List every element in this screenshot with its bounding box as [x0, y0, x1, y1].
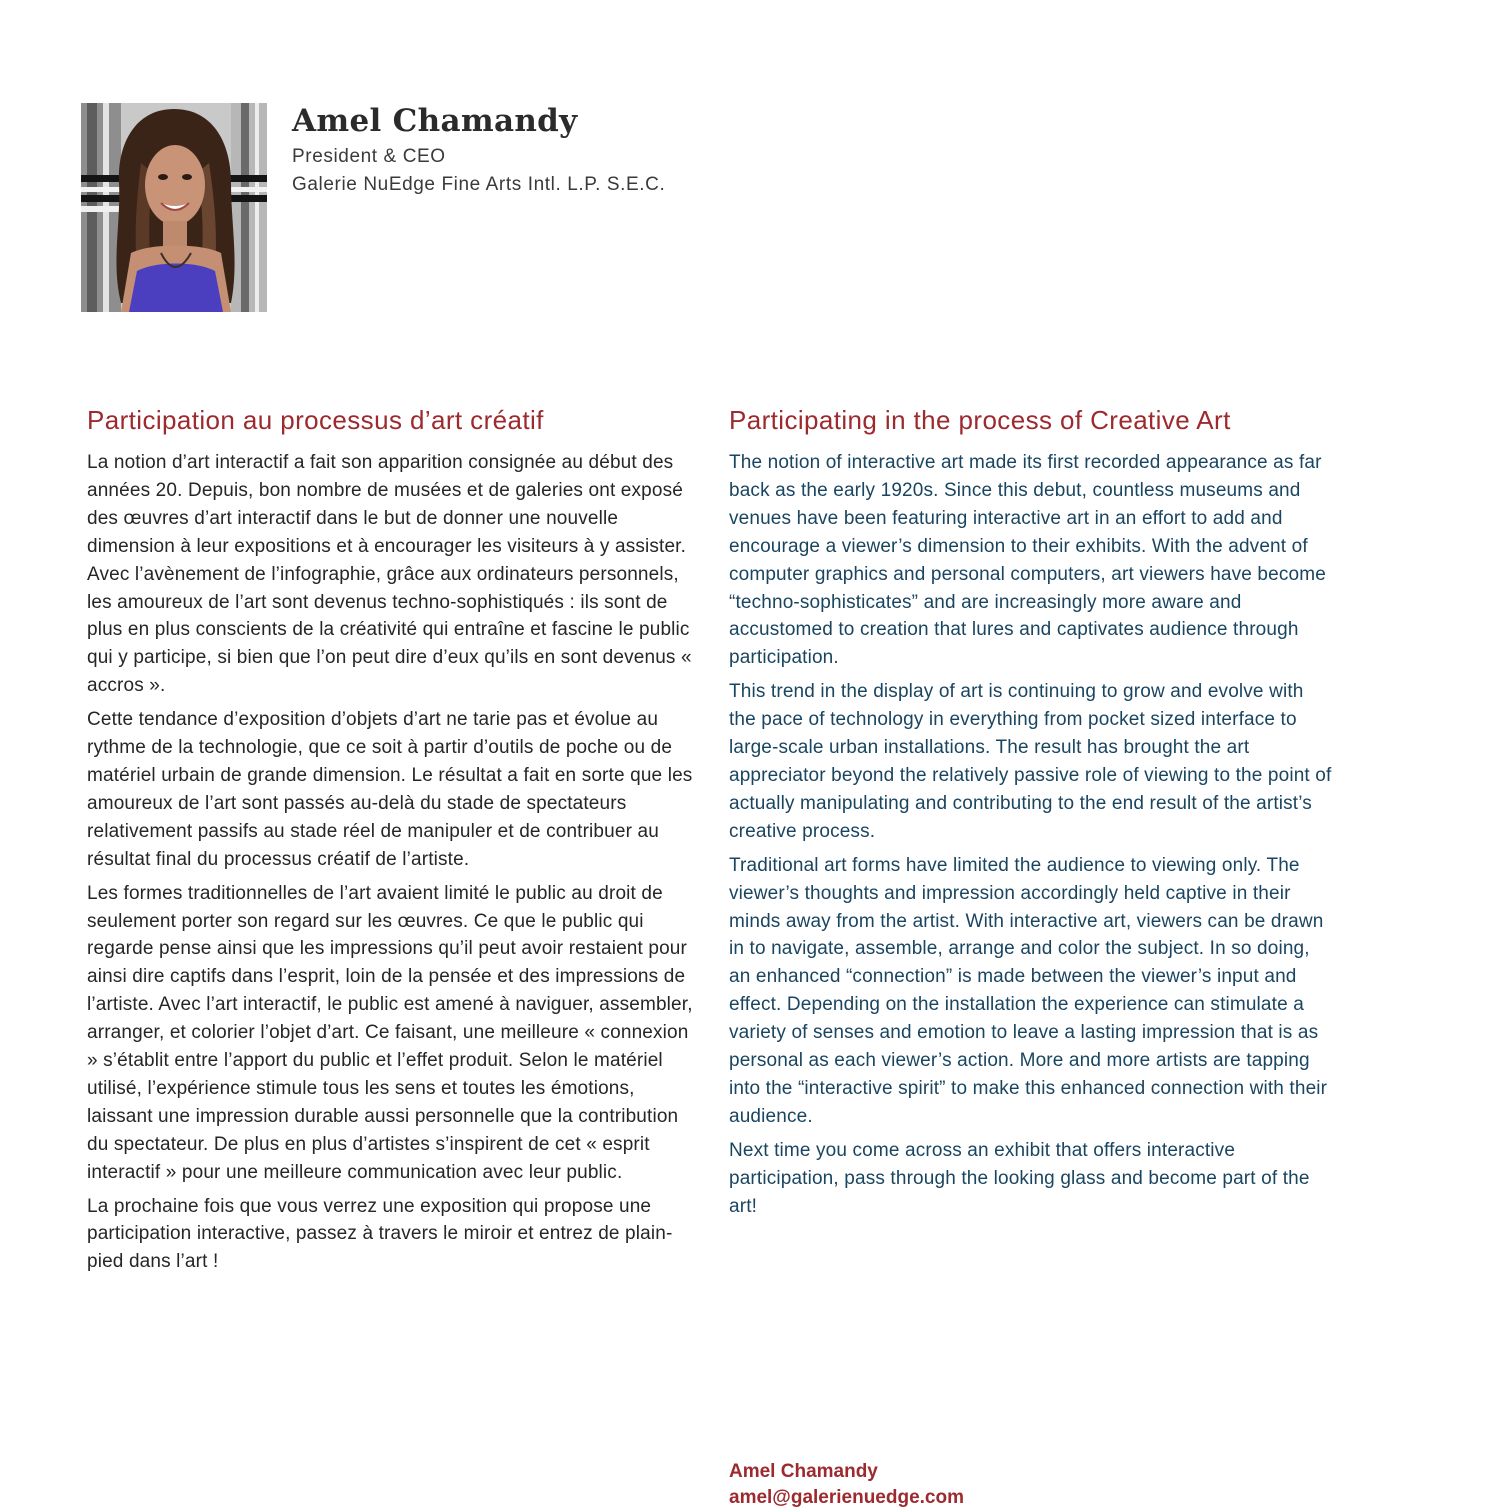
english-paragraph: The notion of interactive art made its first recorded appearance as far back as the early 1920s. Since this debut, countless museums and venues have been featuring interactive art in an effort to add and encourage a viewer’s dimension to their exhibits. With the advent of computer graphics and personal computers, art viewers have become “techno-sophisticates” and are increasingly more aware and accustomed to creation that lures and captivates audience through participation.: [729, 452, 1326, 669]
french-heading: Participation au processus d’art créatif: [87, 405, 544, 435]
author-company: Galerie NuEdge Fine Arts Intl. L.P. S.E.C.: [292, 174, 666, 195]
english-column: [729, 402, 1335, 1226]
english-heading: Participating in the process of Creative Art: [729, 405, 1231, 435]
author-name: Amel Chamandy: [292, 103, 578, 139]
english-paragraph: Next time you come across an exhibit that offers interactive participation, pass through the looking glass and become part of the art!: [729, 1139, 1310, 1217]
english-paragraph: This trend in the display of art is continuing to grow and evolve with the pace of technology in everything from pocket sized interface to large-scale urban installations. The result has brought the art appreciator beyond the relatively passive role of viewing to the point of actually manipulating and contributing to the end result of the artist’s creative process.: [729, 681, 1332, 842]
french-column: [87, 402, 693, 1282]
signature-name: Amel Chamandy: [729, 1461, 878, 1482]
french-paragraph: Les formes traditionnelles de l’art avaient limité le public au droit de seulement porter son regard sur les œuvres. Ce que le public qui regarde pense ainsi que les impressions qu’il peut avoir restaient pour ainsi dire captifs dans l’esprit, loin de la pensée et des impressions de l’artiste. Avec l’art interactif, le public est amené à naviguer, assembler, arranger, et colorier l’objet d’art. Ce faisant, une meilleure « connexion » s’établit entre l’apport du public et l’effet produit. Selon le matériel utilisé, l’expérience stimule tous les sens et toutes les émotions, laissant une impression durable aussi personnelle que la contribution du spectateur. De plus en plus d’artistes s’inspirent de cet « esprit interactif » pour une meilleure communication avec leur public.: [87, 882, 693, 1183]
author-portrait: [81, 103, 267, 312]
french-paragraph: La prochaine fois que vous verrez une exposition qui propose une participation interactive, passez à travers le miroir et entrez de plain-pied dans l’art !: [87, 1195, 673, 1273]
french-paragraph: Cette tendance d’exposition d’objets d’art ne tarie pas et évolue au rythme de la technologie, que ce soit à partir d’outils de poche ou de matériel urbain de grande dimension. Le résultat a fait en sorte que les amoureux de l’art sont passés au-delà du stade de spectateurs relativement passifs au stade réel de manipuler et de contribuer au résultat final du processus créatif de l’artiste.: [87, 709, 693, 870]
author-details: [292, 103, 892, 199]
author-role: President & CEO: [292, 146, 446, 167]
signature-email-link[interactable]: amel@galerienuedge.com: [729, 1487, 964, 1508]
french-paragraph: La notion d’art interactif a fait son apparition consignée au début des années 20. Depuis, bon nombre de musées et de galeries ont exposé des œuvres d’art interactif dans le but de donner une nouvelle dimension à leur expositions et à encourager les visiteurs à y assister. Avec l’avènement de l’infographie, grâce aux ordinateurs personnels, les amoureux de l’art sont devenus techno-sophistiqués : ils sont de plus en plus conscients de la créativité qui entraîne et fascine le public qui y participe, si bien que l’on peut dire d’eux qu’ils en sont devenus « accros ».: [87, 452, 692, 697]
english-paragraph: Traditional art forms have limited the audience to viewing only. The viewer’s thoughts and impression accordingly held captive in their minds away from the artist. With interactive art, viewers can be drawn in to navigate, assemble, arrange and color the subject. In so doing, an enhanced “connection” is made between the viewer’s input and effect. Depending on the installation the experience can stimulate a variety of senses and emotion to leave a lasting impression that is as personal as each viewer’s action. More and more artists are tapping into the “interactive spirit” to make this enhanced connection with their audience.: [729, 854, 1328, 1127]
signature-block: [729, 1459, 964, 1511]
